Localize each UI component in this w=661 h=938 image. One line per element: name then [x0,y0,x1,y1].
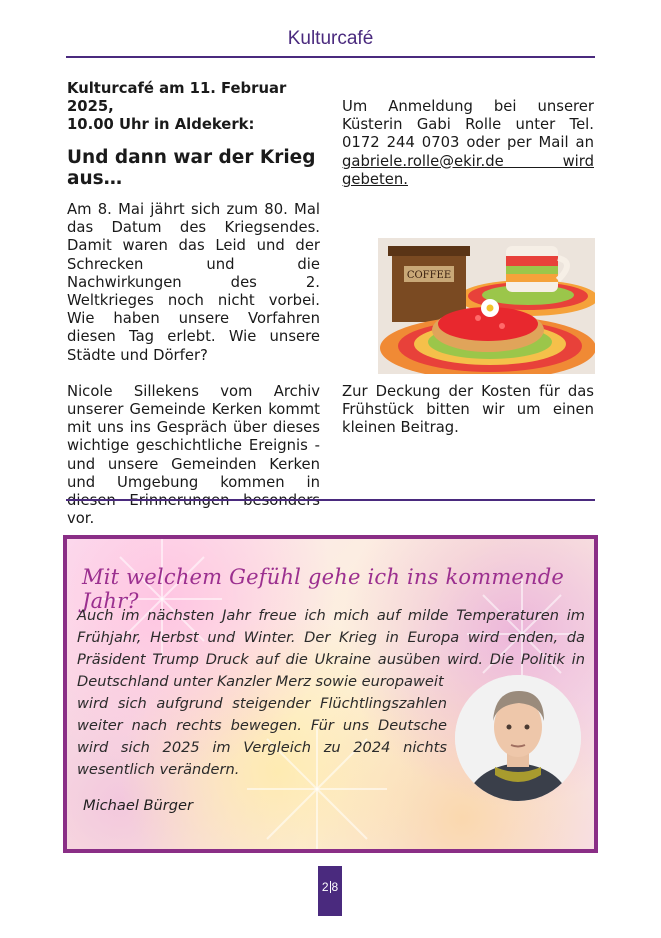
feature-text-wide: Auch im nächsten Jahr freue ich mich auf milde Temperaturen im Frühjahr, Herbst und Winter. Der Krieg in Europa wird enden, da Präsident Trump Druck auf die Ukraine ausüben wird. Die Politik in Deutschland unter Kanzler Merz sowie europaweit [77,607,585,690]
feature-author: Michael Bürger [83,797,194,814]
breakfast-photo [378,238,595,374]
page-number [318,880,342,894]
event-heading [67,80,320,134]
author-portrait-graphic [455,675,581,801]
feature-text-narrow: wird sich aufgrund steigender Flüchtlingszahlen weiter nach rechts bewegen. Für uns Deutsche wird sich 2025 im Vergleich zu 2024 nichts wesentlich verändern. [77,695,447,778]
email-link[interactable]: gabriele.rolle@ekir.de wird gebeten. [342,152,594,188]
event-time-line: 10.00 Uhr in Aldekerk: [67,116,255,133]
article-right-column [342,98,594,189]
page-number-separator [330,881,331,893]
section-title: Kulturcafé [287,28,374,49]
article-headline: Und dann war der Krieg aus… [67,147,316,189]
registration-text: Um Anmeldung bei unserer Küsterin Gabi Rolle unter Tel. 0172 244 0703 oder per Mail an [342,98,594,152]
article-paragraph-4: Zur Deckung der Kosten für das Frühstück bitten wir um einen kleinen Beitrag. [342,383,594,437]
page-number-digit-2: 8 [331,880,339,894]
coffee-label: COFFEE [406,270,452,281]
event-date-line: Kulturcafé am 11. Februar 2025, [67,80,287,115]
page-number-digit-1: 2 [321,880,329,894]
top-divider [66,56,595,58]
article-paragraph-3 [342,98,594,189]
article-paragraph-2: Nicole Sillekens vom Archiv unserer Gemeinde Kerken kommt mit uns ins Gespräch über dieses wichtige geschichtliche Ereignis - und unsere Gemeinden Kerken und Umgebung kommen in vor. [67,382,320,528]
feature-box [63,535,598,853]
author-portrait [455,675,581,801]
feature-title: Mit welchem Gefühl gehe ich ins kommende Jahr? [82,565,565,613]
middle-divider [66,499,595,501]
article-paragraph-1: Am 8. Mai jährt sich zum 80. Mal das Datum des Kriegsendes. Damit waren das Leid und der Schrecken und die Nachwirkungen des 2. Weltkrieges noch nicht vorbei. Wie haben unsere Vorfahren diesen Tag erlebt. Wie unsere Städte und Dörfer? [67,201,320,364]
article-left-column [67,80,320,528]
breakfast-photo-graphic [378,238,595,374]
